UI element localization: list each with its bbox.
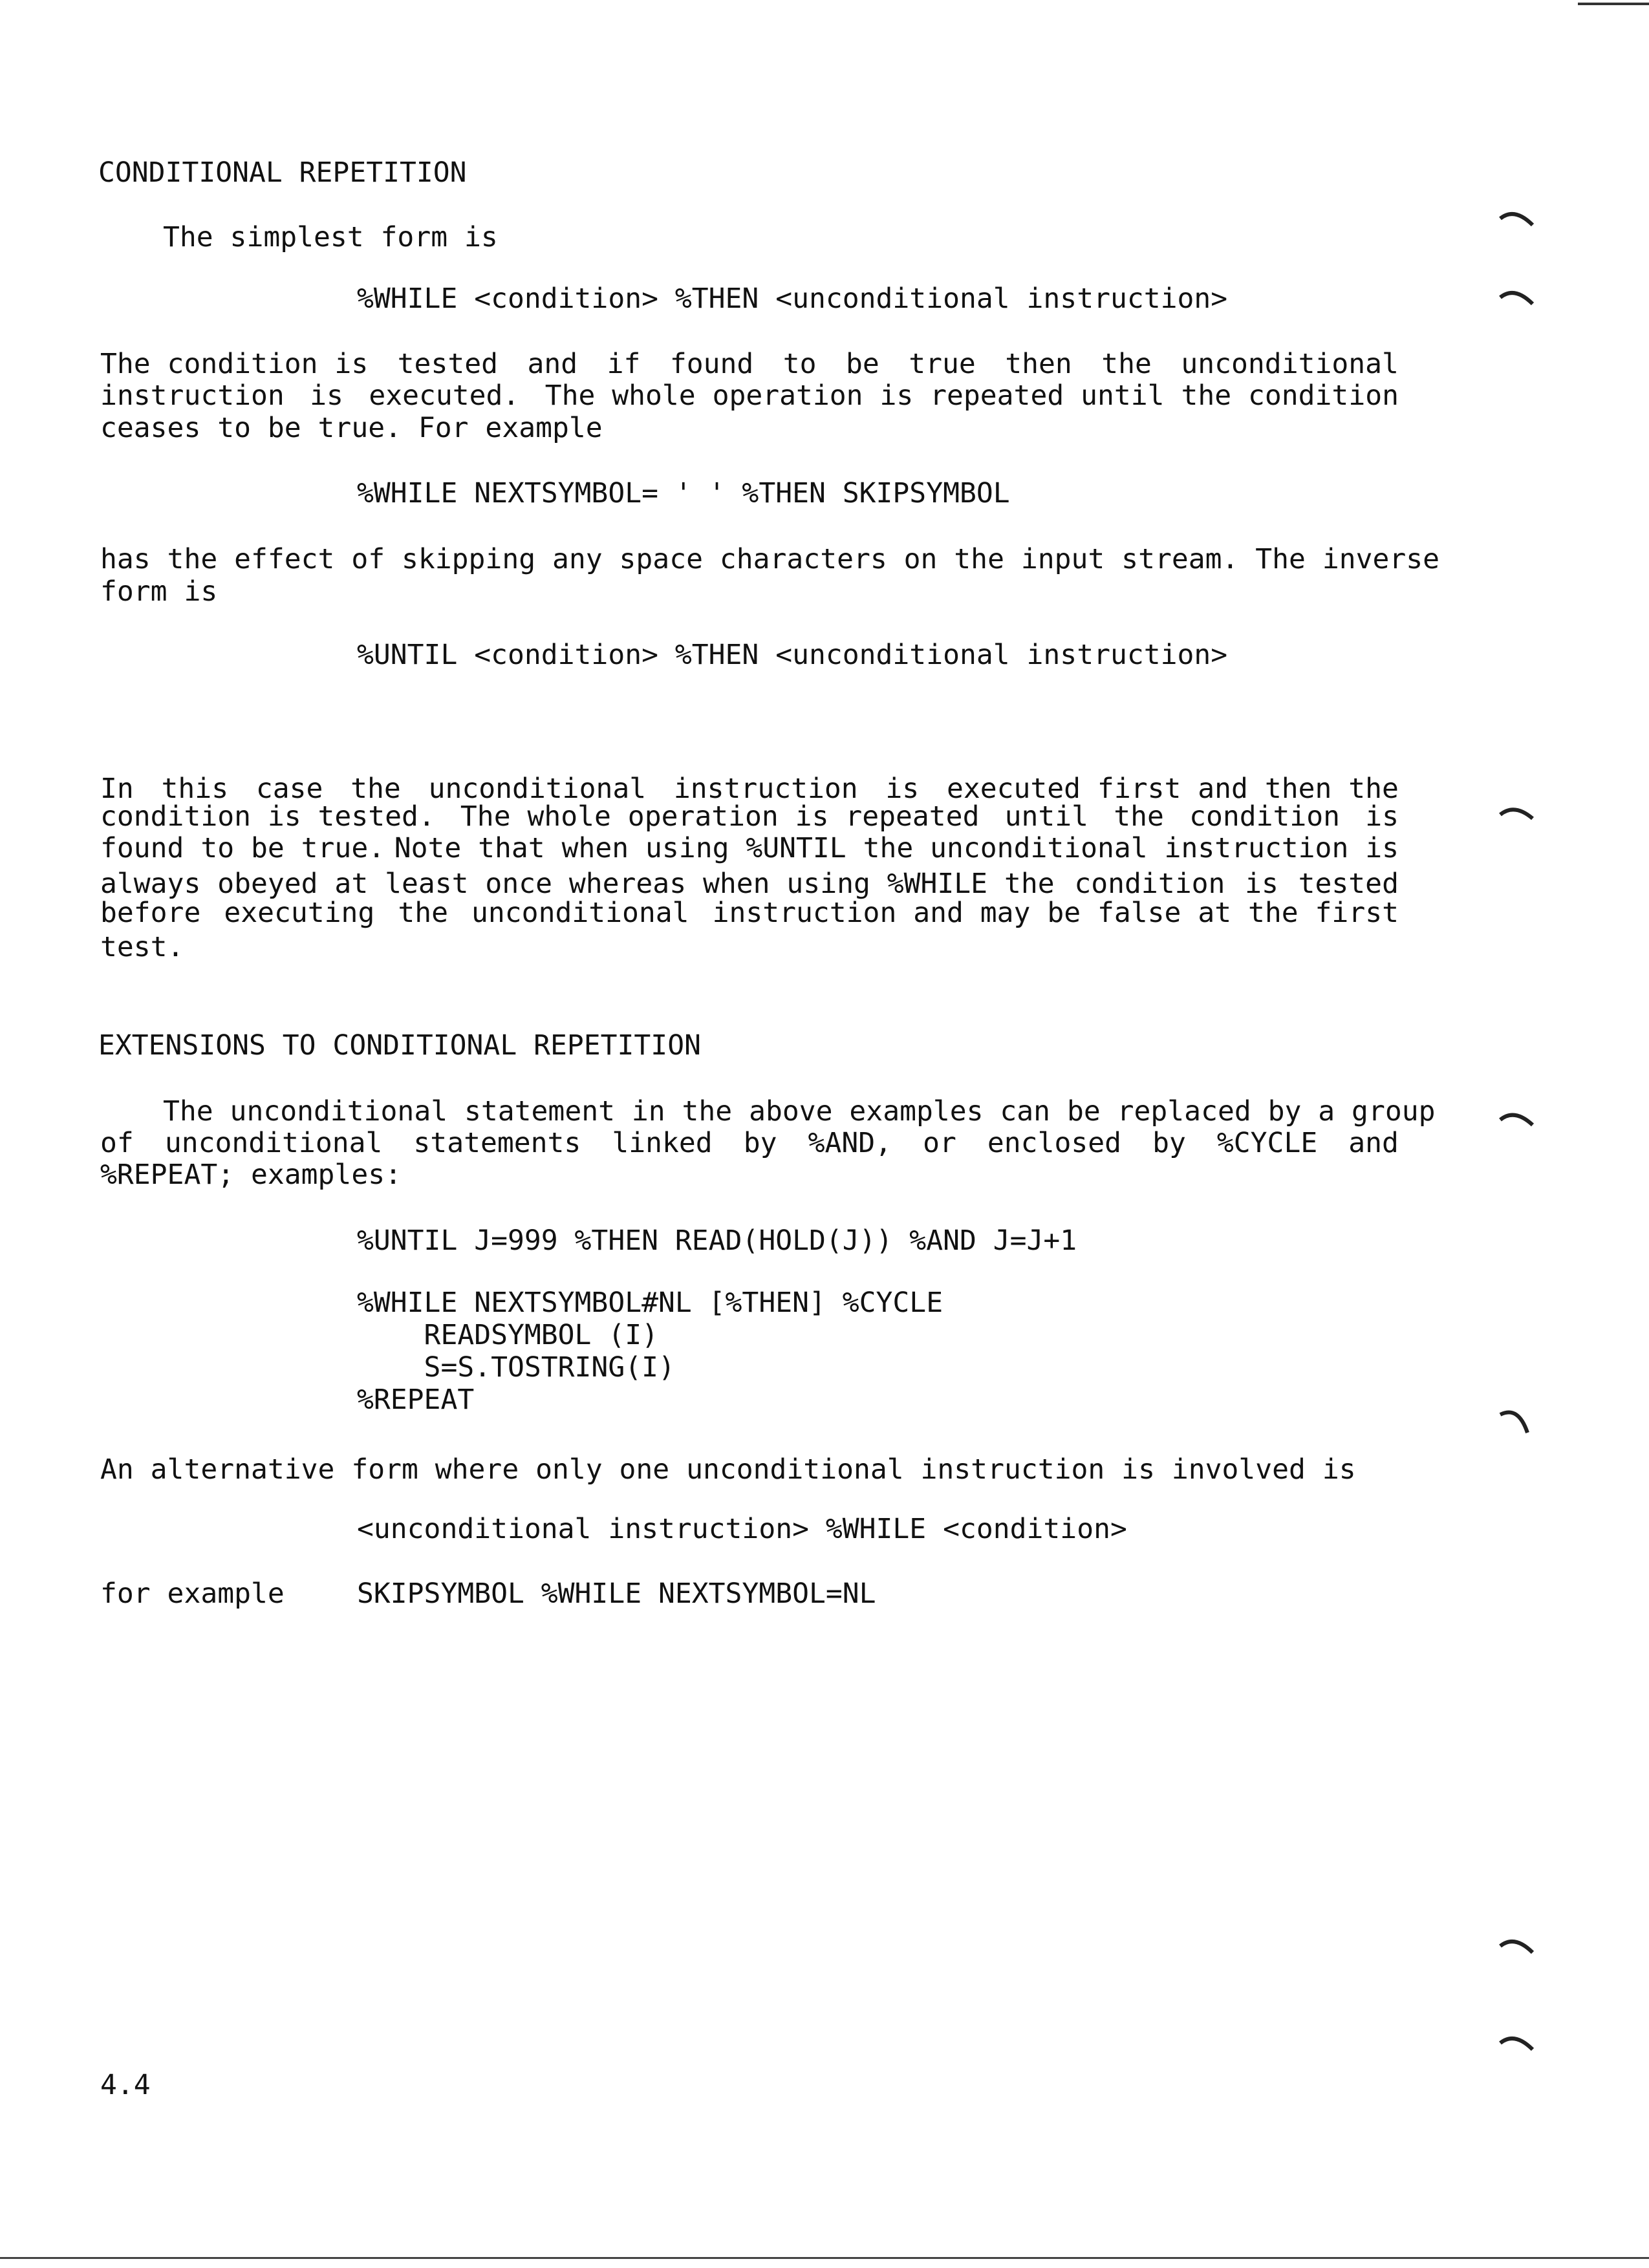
code-line: %WHILE NEXTSYMBOL#NL [%THEN] %CYCLE xyxy=(357,1287,943,1319)
paragraph-line: condition is tested. The whole operation is repeated until the condition is xyxy=(100,800,1399,833)
paragraph-line: In this case the unconditional instruction is executed first and then the xyxy=(100,773,1399,805)
code-line: %UNTIL J=999 %THEN READ(HOLD(J)) %AND J=J+1 xyxy=(357,1225,1077,1257)
section-heading: EXTENSIONS TO CONDITIONAL REPETITION xyxy=(98,1029,701,1062)
paragraph-line: instruction is executed. The whole operation is repeated until the condition xyxy=(100,380,1399,412)
section-heading: CONDITIONAL REPETITION xyxy=(98,156,467,189)
code-line: %UNTIL <condition> %THEN <unconditional instruction> xyxy=(357,639,1228,671)
code-line: %REPEAT xyxy=(357,1384,475,1416)
paragraph-line: ceases to be true. For example xyxy=(100,412,603,444)
example-label: for example xyxy=(100,1578,285,1610)
paragraph-line: The simplest form is xyxy=(163,221,498,253)
scan-mark-icon xyxy=(1499,284,1538,310)
paragraph-line: form is xyxy=(100,575,218,608)
paragraph-line: The unconditional statement in the above examples can be replaced by a group xyxy=(163,1095,1436,1128)
page-number: 4.4 xyxy=(100,2069,151,2101)
scan-mark-icon xyxy=(1499,2030,1538,2056)
paragraph-line: found to be true. Note that when using %UNTIL the unconditional instruction is xyxy=(100,832,1399,864)
paragraph-line: test. xyxy=(100,931,184,963)
scan-mark-icon xyxy=(1499,800,1538,826)
scan-mark-icon xyxy=(1499,206,1538,231)
scan-mark-icon xyxy=(1499,1933,1538,1959)
code-line: %WHILE NEXTSYMBOL= ' ' %THEN SKIPSYMBOL xyxy=(357,477,1010,509)
page-edge-top xyxy=(1578,3,1649,5)
paragraph-line: %REPEAT; examples: xyxy=(100,1159,402,1191)
paragraph-line: before executing the unconditional instruction and may be false at the first xyxy=(100,897,1399,929)
scan-mark-icon xyxy=(1499,1106,1538,1131)
code-line: READSYMBOL (I) xyxy=(357,1319,658,1351)
paragraph-line: The condition is tested and if found to be true then the unconditional xyxy=(100,348,1399,380)
scan-mark-icon xyxy=(1499,1403,1538,1442)
paragraph-line: An alternative form where only one unconditional instruction is involved is xyxy=(100,1453,1356,1486)
page-edge-bottom xyxy=(0,2257,1649,2259)
code-line: SKIPSYMBOL %WHILE NEXTSYMBOL=NL xyxy=(357,1578,876,1610)
code-line: S=S.TOSTRING(I) xyxy=(357,1351,675,1384)
paragraph-line: of unconditional statements linked by %AND, or enclosed by %CYCLE and xyxy=(100,1127,1399,1159)
code-line: %WHILE <condition> %THEN <unconditional instruction> xyxy=(357,283,1228,315)
paragraph-line: has the effect of skipping any space characters on the input stream. The inverse xyxy=(100,543,1440,575)
code-line: <unconditional instruction> %WHILE <condition> xyxy=(357,1513,1127,1545)
paragraph-line: always obeyed at least once whereas when using %WHILE the condition is tested xyxy=(100,868,1399,900)
